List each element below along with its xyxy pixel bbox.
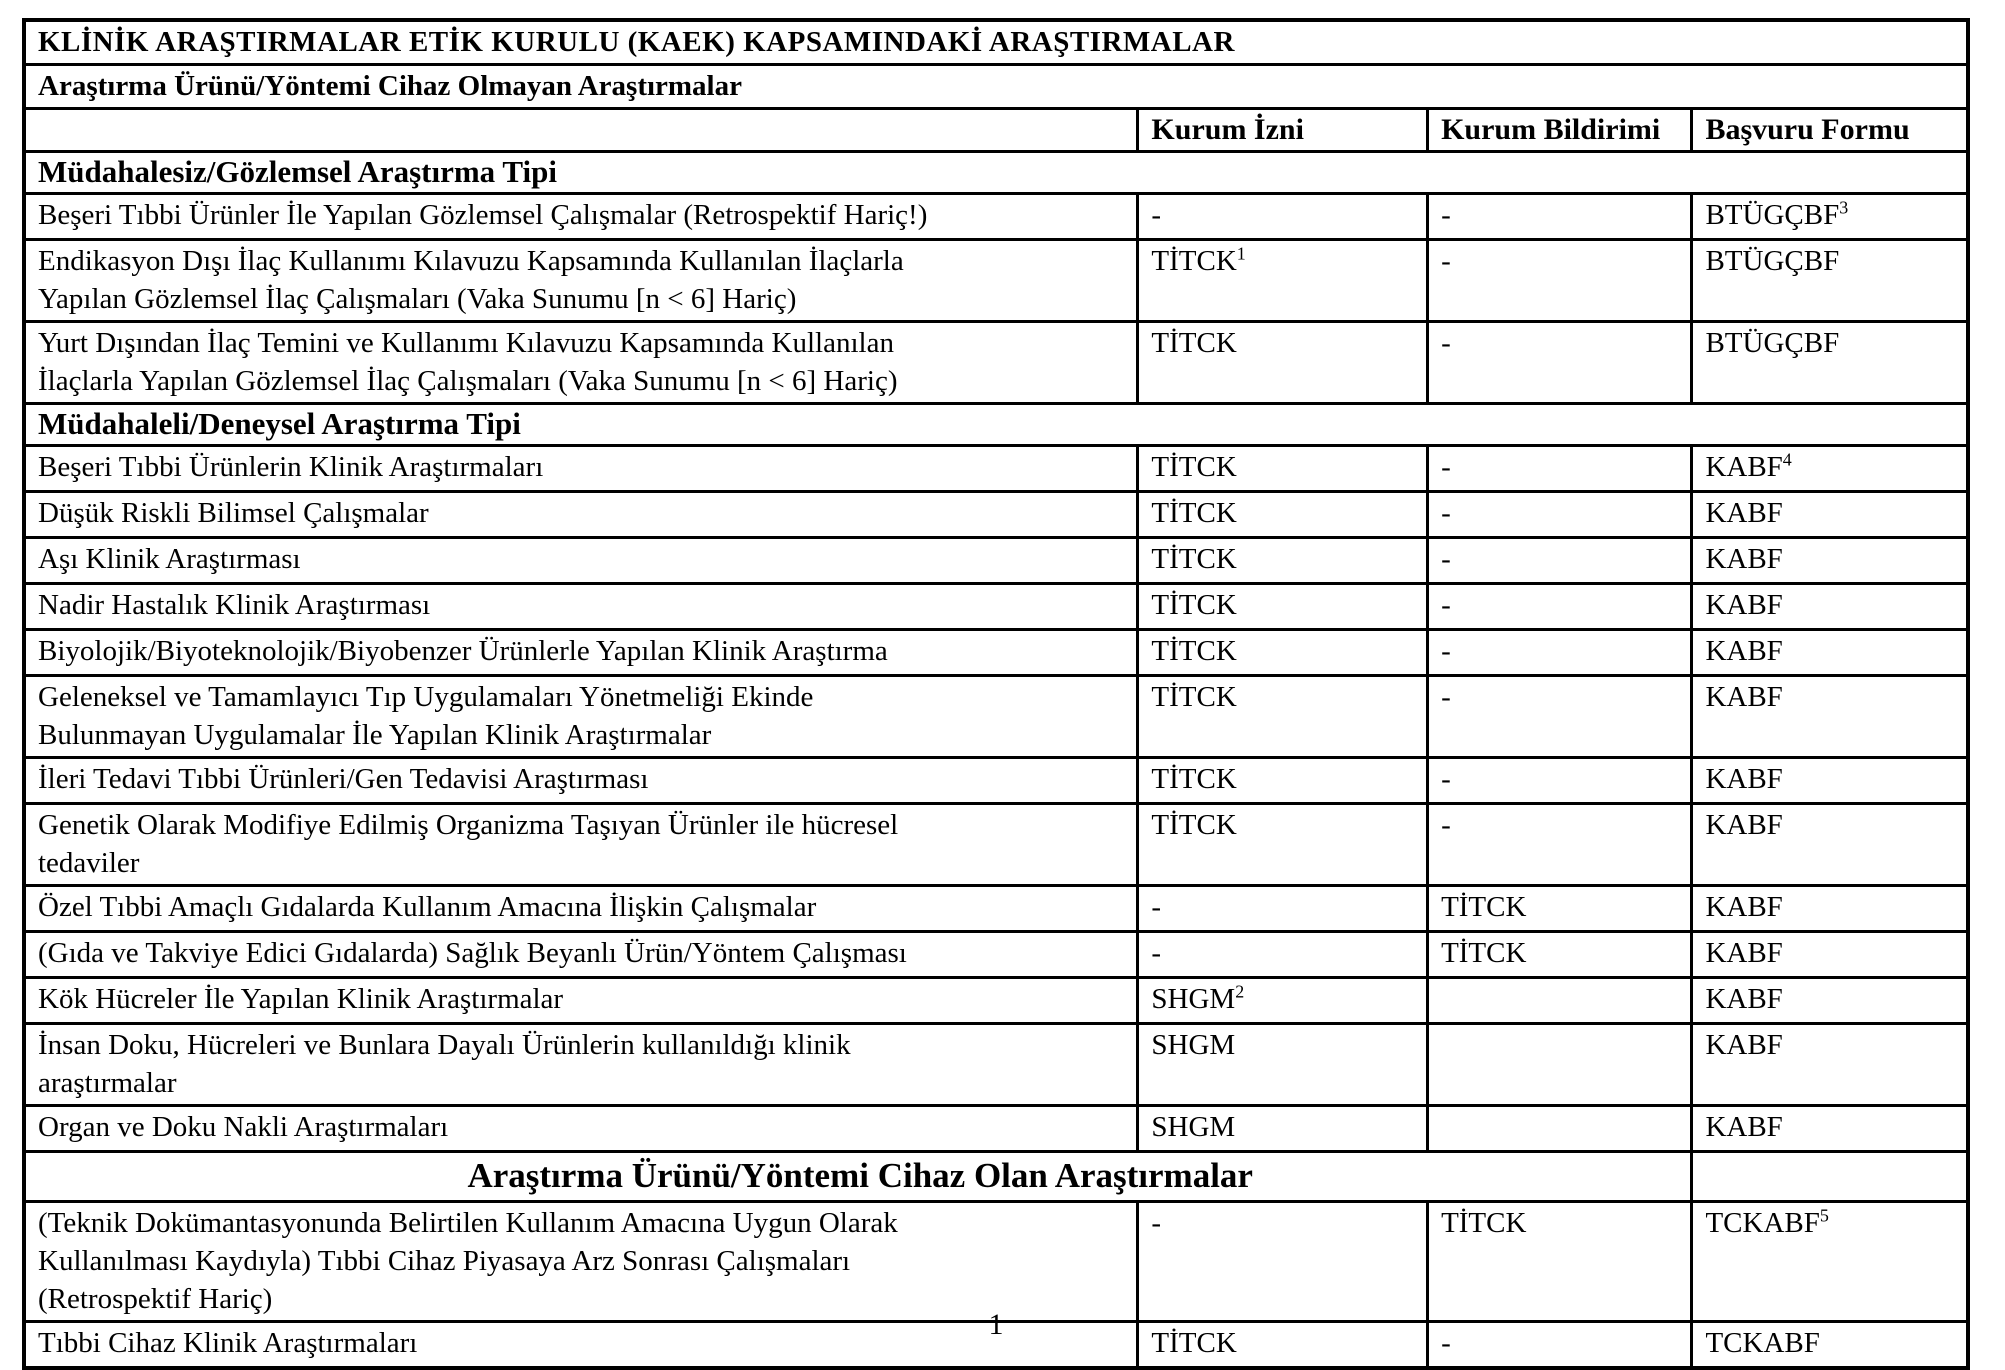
kurum-izni-cell: TİTCK: [1138, 676, 1428, 758]
basvuru-formu-cell: KABF: [1692, 804, 1968, 886]
kurum-izni-cell: -: [1138, 932, 1428, 978]
kurum-izni-cell: TİTCK: [1138, 630, 1428, 676]
table-row: [24, 1202, 1968, 1322]
research-type-cell: Beşeri Tıbbi Ürünlerin Klinik Araştırmaları: [24, 446, 1138, 492]
table-body: [24, 152, 1968, 1369]
table-row: [24, 538, 1968, 584]
kurum-bildirimi-cell: [1428, 1024, 1692, 1106]
kurum-bildirimi-cell: TİTCK: [1428, 886, 1692, 932]
section-header-label: Müdahalesiz/Gözlemsel Araştırma Tipi: [24, 152, 1968, 194]
table-row: [24, 446, 1968, 492]
kurum-bildirimi-cell: -: [1428, 584, 1692, 630]
basvuru-formu-cell: KABF: [1692, 630, 1968, 676]
basvuru-formu-cell: KABF$^4$: [1692, 446, 1968, 492]
kurum-izni-cell: SHGM$^2$: [1138, 978, 1428, 1024]
research-type-cell: Özel Tıbbi Amaçlı Gıdalarda Kullanım Amacına İlişkin Çalışmalar: [24, 886, 1138, 932]
kurum-bildirimi-cell: -: [1428, 676, 1692, 758]
kurum-bildirimi-cell: -: [1428, 630, 1692, 676]
kurum-izni-cell: TİTCK: [1138, 1322, 1428, 1369]
kurum-izni-cell: -: [1138, 886, 1428, 932]
section-header-row: [24, 152, 1968, 194]
footnote-superscript: 1: [1236, 243, 1246, 264]
page-title: KLİNİK ARAŞTIRMALAR ETİK KURULU (KAEK) KAPSAMINDAKİ ARAŞTIRMALAR: [24, 20, 1968, 65]
basvuru-formu-cell: KABF: [1692, 978, 1968, 1024]
table-row: [24, 932, 1968, 978]
basvuru-formu-cell: KABF: [1692, 1106, 1968, 1152]
basvuru-formu-cell: KABF: [1692, 932, 1968, 978]
research-type-cell: İleri Tedavi Tıbbi Ürünleri/Gen Tedavisi Araştırması: [24, 758, 1138, 804]
section-header-label: Araştırma Ürünü/Yöntemi Cihaz Olan Araştırmalar: [24, 1152, 1692, 1202]
basvuru-formu-cell: BTÜGÇBF$^3$: [1692, 194, 1968, 240]
title-row: [24, 20, 1968, 65]
kurum-izni-cell: TİTCK: [1138, 446, 1428, 492]
kurum-bildirimi-cell: -: [1428, 1322, 1692, 1369]
kurum-bildirimi-cell: TİTCK: [1428, 1202, 1692, 1322]
empty-cell: [1692, 1152, 1968, 1202]
basvuru-formu-cell: KABF: [1692, 758, 1968, 804]
table-row: [24, 322, 1968, 404]
research-table: [22, 18, 1970, 1370]
research-type-cell: (Teknik Dokümantasyonunda Belirtilen Kullanım Amacına Uygun Olarak Kullanılması Kaydıyla) Tıbbi Cihaz Piyasaya Arz Sonrası Çalışmaları (Retrospektif Hariç): [24, 1202, 1138, 1322]
research-type-cell: Aşı Klinik Araştırması: [24, 538, 1138, 584]
basvuru-formu-cell: TCKABF$^5$: [1692, 1202, 1968, 1322]
kurum-izni-cell: TİTCK: [1138, 804, 1428, 886]
research-type-cell: Beşeri Tıbbi Ürünler İle Yapılan Gözlemsel Çalışmalar (Retrospektif Hariç!): [24, 194, 1138, 240]
table-head-rows: [24, 20, 1968, 152]
kurum-izni-cell: TİTCK: [1138, 492, 1428, 538]
column-header-kurum-izni: Kurum İzni: [1138, 109, 1428, 152]
kurum-izni-cell: SHGM: [1138, 1024, 1428, 1106]
table-row: [24, 584, 1968, 630]
research-type-cell: Kök Hücreler İle Yapılan Klinik Araştırmalar: [24, 978, 1138, 1024]
basvuru-formu-cell: KABF: [1692, 492, 1968, 538]
kurum-bildirimi-cell: -: [1428, 194, 1692, 240]
basvuru-formu-cell: TCKABF: [1692, 1322, 1968, 1369]
table-row: [24, 630, 1968, 676]
kurum-bildirimi-cell: TİTCK: [1428, 932, 1692, 978]
research-type-cell: Tıbbi Cihaz Klinik Araştırmaları: [24, 1322, 1138, 1369]
footnote-superscript: 4: [1782, 449, 1792, 470]
column-header-basvuru-formu: Başvuru Formu: [1692, 109, 1968, 152]
research-type-cell: Düşük Riskli Bilimsel Çalışmalar: [24, 492, 1138, 538]
research-type-cell: Organ ve Doku Nakli Araştırmaları: [24, 1106, 1138, 1152]
table-row: [24, 758, 1968, 804]
section-header-row: [24, 404, 1968, 446]
kurum-bildirimi-cell: [1428, 978, 1692, 1024]
table-row: [24, 240, 1968, 322]
table-row: [24, 978, 1968, 1024]
kurum-bildirimi-cell: -: [1428, 492, 1692, 538]
research-type-cell: (Gıda ve Takviye Edici Gıdalarda) Sağlık Beyanlı Ürün/Yöntem Çalışması: [24, 932, 1138, 978]
section-header-label: Müdahaleli/Deneysel Araştırma Tipi: [24, 404, 1968, 446]
basvuru-formu-cell: KABF: [1692, 538, 1968, 584]
section-header-row-centered: [24, 1152, 1968, 1202]
basvuru-formu-cell: BTÜGÇBF: [1692, 322, 1968, 404]
kurum-bildirimi-cell: -: [1428, 538, 1692, 584]
kurum-bildirimi-cell: -: [1428, 322, 1692, 404]
kurum-bildirimi-cell: [1428, 1106, 1692, 1152]
research-type-cell: Yurt Dışından İlaç Temini ve Kullanımı Kılavuzu Kapsamında Kullanılan İlaçlarla Yapılan Gözlemsel İlaç Çalışmaları (Vaka Sunumu [n < 6] Hariç): [24, 322, 1138, 404]
research-type-cell: Geleneksel ve Tamamlayıcı Tıp Uygulamaları Yönetmeliği Ekinde Bulunmayan Uygulamalar İle Yapılan Klinik Araştırmalar: [24, 676, 1138, 758]
table-row: [24, 886, 1968, 932]
kurum-izni-cell: SHGM: [1138, 1106, 1428, 1152]
kurum-izni-cell: -: [1138, 194, 1428, 240]
research-type-cell: Nadir Hastalık Klinik Araştırması: [24, 584, 1138, 630]
footnote-superscript: 2: [1235, 981, 1245, 1002]
column-header-research-type: [24, 109, 1138, 152]
kurum-izni-cell: TİTCK: [1138, 758, 1428, 804]
kurum-bildirimi-cell: -: [1428, 758, 1692, 804]
research-type-cell: Genetik Olarak Modifiye Edilmiş Organizma Taşıyan Ürünler ile hücresel tedaviler: [24, 804, 1138, 886]
table-row: [24, 194, 1968, 240]
subtitle-row: [24, 65, 1968, 109]
kurum-bildirimi-cell: -: [1428, 446, 1692, 492]
page-number: 1: [988, 1308, 1004, 1341]
research-type-cell: Endikasyon Dışı İlaç Kullanımı Kılavuzu Kapsamında Kullanılan İlaçlarla Yapılan Gözlemsel İlaç Çalışmaları (Vaka Sunumu [n < 6] Hariç): [24, 240, 1138, 322]
footnote-superscript: 5: [1819, 1205, 1829, 1226]
page-footer: [22, 1308, 1970, 1342]
kurum-bildirimi-cell: -: [1428, 240, 1692, 322]
table-row: [24, 1024, 1968, 1106]
table-row: [24, 1106, 1968, 1152]
footnote-superscript: 3: [1839, 197, 1849, 218]
kurum-izni-cell: TİTCK$^1$: [1138, 240, 1428, 322]
table-row: [24, 804, 1968, 886]
basvuru-formu-cell: KABF: [1692, 584, 1968, 630]
basvuru-formu-cell: KABF: [1692, 676, 1968, 758]
research-type-cell: Biyolojik/Biyoteknolojik/Biyobenzer Ürünlerle Yapılan Klinik Araştırma: [24, 630, 1138, 676]
basvuru-formu-cell: BTÜGÇBF: [1692, 240, 1968, 322]
kurum-izni-cell: TİTCK: [1138, 584, 1428, 630]
column-header-row: [24, 109, 1968, 152]
table-row: [24, 676, 1968, 758]
basvuru-formu-cell: KABF: [1692, 1024, 1968, 1106]
table-row: [24, 492, 1968, 538]
kurum-bildirimi-cell: -: [1428, 804, 1692, 886]
table-subtitle: Araştırma Ürünü/Yöntemi Cihaz Olmayan Araştırmalar: [24, 65, 1968, 109]
kurum-izni-cell: -: [1138, 1202, 1428, 1322]
kurum-izni-cell: TİTCK: [1138, 322, 1428, 404]
kurum-izni-cell: TİTCK: [1138, 538, 1428, 584]
column-header-kurum-bildirimi: Kurum Bildirimi: [1428, 109, 1692, 152]
basvuru-formu-cell: KABF: [1692, 886, 1968, 932]
research-type-cell: İnsan Doku, Hücreleri ve Bunlara Dayalı Ürünlerin kullanıldığı klinik araştırmalar: [24, 1024, 1138, 1106]
